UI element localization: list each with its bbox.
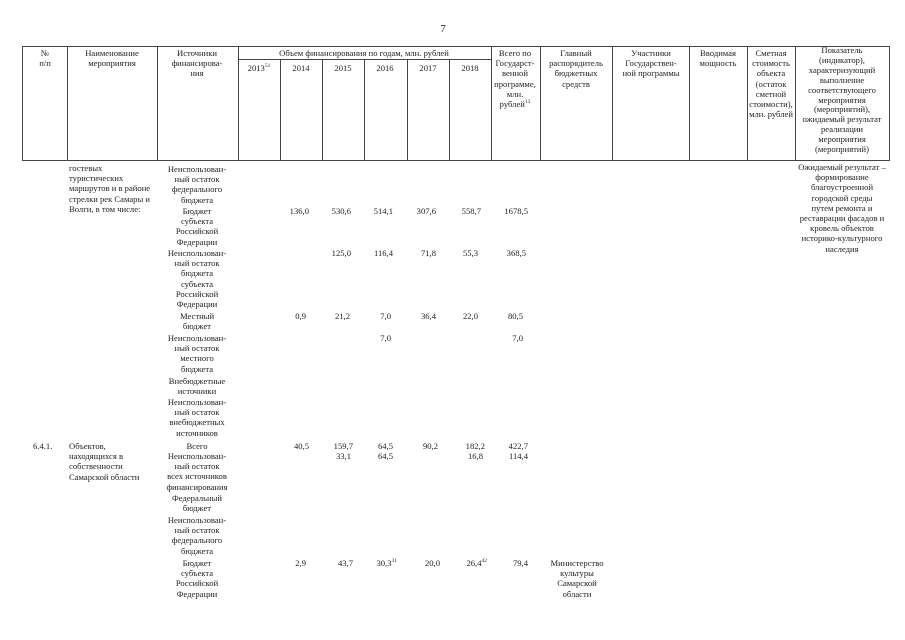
header-year-2014: 2014: [292, 63, 310, 73]
section2-total-2017: 90,2: [422, 441, 438, 451]
page-number: 7: [440, 23, 446, 35]
header-capacity: Вводимая мощность: [699, 48, 737, 69]
section2-budget-2017: 20,0: [424, 558, 440, 568]
section2-total-2018: 182,2: [465, 441, 485, 451]
col-line: [322, 59, 323, 160]
section1-unused-budget-2018: 55,3: [462, 248, 478, 258]
section1-name: гостевых туристических маршрутов и в районе стрелки рек Самары и Волги, в том числе:: [69, 163, 151, 214]
col-line: [280, 59, 281, 160]
section2-unused-2015: 33,1: [335, 451, 351, 461]
section2-unused-2018: 16,8: [467, 451, 483, 461]
section2-source-budget: Бюджет субъекта Российской Федерации: [175, 558, 219, 599]
header-volume: Объем финансирования по годам, млн. рублей: [279, 48, 449, 58]
section1-source-unused-budget: Неиспользован- ный остаток бюджета субъекта Российской Федерации: [167, 248, 227, 310]
col-line: [238, 46, 239, 160]
col-line: [157, 46, 158, 160]
header-source: Источники финансирова- ния: [171, 48, 223, 79]
section1-budget-2016: 514,1: [373, 206, 393, 216]
section2-budget-2014: 2,9: [295, 558, 306, 568]
section1-local-2017: 36,4: [420, 311, 436, 321]
section2-budget-2016: 30,3$^{31}$: [376, 558, 397, 568]
section2-num: 6.4.1.: [33, 441, 53, 451]
col-line: [364, 59, 365, 160]
section2-name: Объектов, находящихся в собственности Самарской области: [69, 441, 140, 482]
section2-total-2016: 64,5: [377, 441, 393, 451]
section1-unused-local-2016: 7,0: [380, 333, 391, 343]
section2-source-federal: Федеральный бюджет: [171, 493, 223, 514]
section1-local-2016: 7,0: [380, 311, 391, 321]
header-bottom-rule: [22, 160, 890, 161]
section1-source-unused-local: Неиспользован- ный остаток местного бюджета: [167, 333, 227, 374]
section2-total-total: 422,7: [508, 441, 528, 451]
section1-local-total: 80,5: [507, 311, 523, 321]
section1-budget-2015: 530,6: [331, 206, 351, 216]
section2-unused-total: 114,4: [508, 451, 528, 461]
col-line: [491, 46, 492, 160]
header-top-rule: [22, 46, 890, 47]
section2-source-unused-all: Неиспользован- ный остаток всех источников финансирования: [166, 451, 228, 492]
section1-local-2015: 21,2: [334, 311, 350, 321]
section1-unused-budget-total: 368,5: [506, 248, 526, 258]
col-line: [449, 59, 450, 160]
section1-budget-total: 1678,5: [504, 206, 528, 216]
section1-unused-budget-2017: 71,8: [420, 248, 436, 258]
section2-total-2014: 40,5: [293, 441, 309, 451]
section2-budget-2015: 43,7: [337, 558, 353, 568]
header-participants: Участники Государствен- ной программы: [622, 48, 680, 79]
header-year-2013: 2013$^{51}$: [247, 63, 271, 73]
section1-budget-2014: 136,0: [289, 206, 309, 216]
header-year-2018: 2018: [461, 63, 479, 73]
section1-budget-2018: 558,7: [461, 206, 481, 216]
section1-local-2018: 22,0: [462, 311, 478, 321]
section2-source-unused-federal: Неиспользован- ный остаток федерального бюджета: [167, 515, 227, 556]
col-line: [407, 59, 408, 160]
header-name: Наименование мероприятия: [85, 48, 139, 69]
section2-budget-total: 79,4: [512, 558, 528, 568]
col-line: [795, 46, 796, 160]
section2-unused-2016: 64,5: [377, 451, 393, 461]
section1-source-local: Местный бюджет: [179, 311, 215, 332]
section2-manager: Министерство культуры Самарской области: [550, 558, 604, 599]
section2-budget-2018: 26,4$^{42}$: [466, 558, 487, 568]
header-indicator: Показатель (индикатор), характеризующий выполнение соответствующего мероприятия (мероприятий), ожидаемый результат реализации мероприятия (мероприятий): [802, 45, 882, 155]
section1-unused-local-total: 7,0: [512, 333, 523, 343]
col-line: [22, 46, 23, 160]
header-year-2016: 2016: [376, 63, 394, 73]
section1-source-extrabudget: Внебюджетные источники: [168, 376, 226, 397]
section1-local-2014: 0,9: [295, 311, 306, 321]
section1-source-unused-extrabudget: Неиспользован- ный остаток внебюджетных источников: [167, 397, 227, 438]
section1-budget-2017: 307,6: [416, 206, 436, 216]
col-line: [67, 46, 68, 160]
col-line: [689, 46, 690, 160]
section2-source-total: Всего: [186, 441, 208, 451]
col-line: [889, 46, 890, 160]
header-total: Всего по Государст- венной программе, млн. рублей$^{13}$: [494, 48, 536, 110]
section1-unused-budget-2016: 116,4: [373, 248, 393, 258]
section1-indicator: Ожидаемый результат – формирование благоустроенной городской среды путем ремонта и реставрации фасадов и кровель объектов историко-культурного наследия: [798, 162, 886, 254]
header-num: № п/п: [39, 48, 51, 69]
header-manager: Главный распорядитель бюджетных средств: [549, 48, 603, 89]
header-year-2017: 2017: [419, 63, 437, 73]
col-line: [540, 46, 541, 160]
col-line: [612, 46, 613, 160]
header-cost: Сметная стоимость объекта (остаток сметной стоимости), млн. рублей: [749, 48, 793, 120]
col-line: [747, 46, 748, 160]
section1-source-unused-federal: Неиспользован- ный остаток федерального бюджета: [167, 164, 227, 205]
section1-unused-budget-2015: 125,0: [331, 248, 351, 258]
section1-source-budget: Бюджет субъекта Российской Федерации: [175, 206, 219, 247]
header-year-2015: 2015: [334, 63, 352, 73]
section2-total-2015: 159,7: [333, 441, 353, 451]
